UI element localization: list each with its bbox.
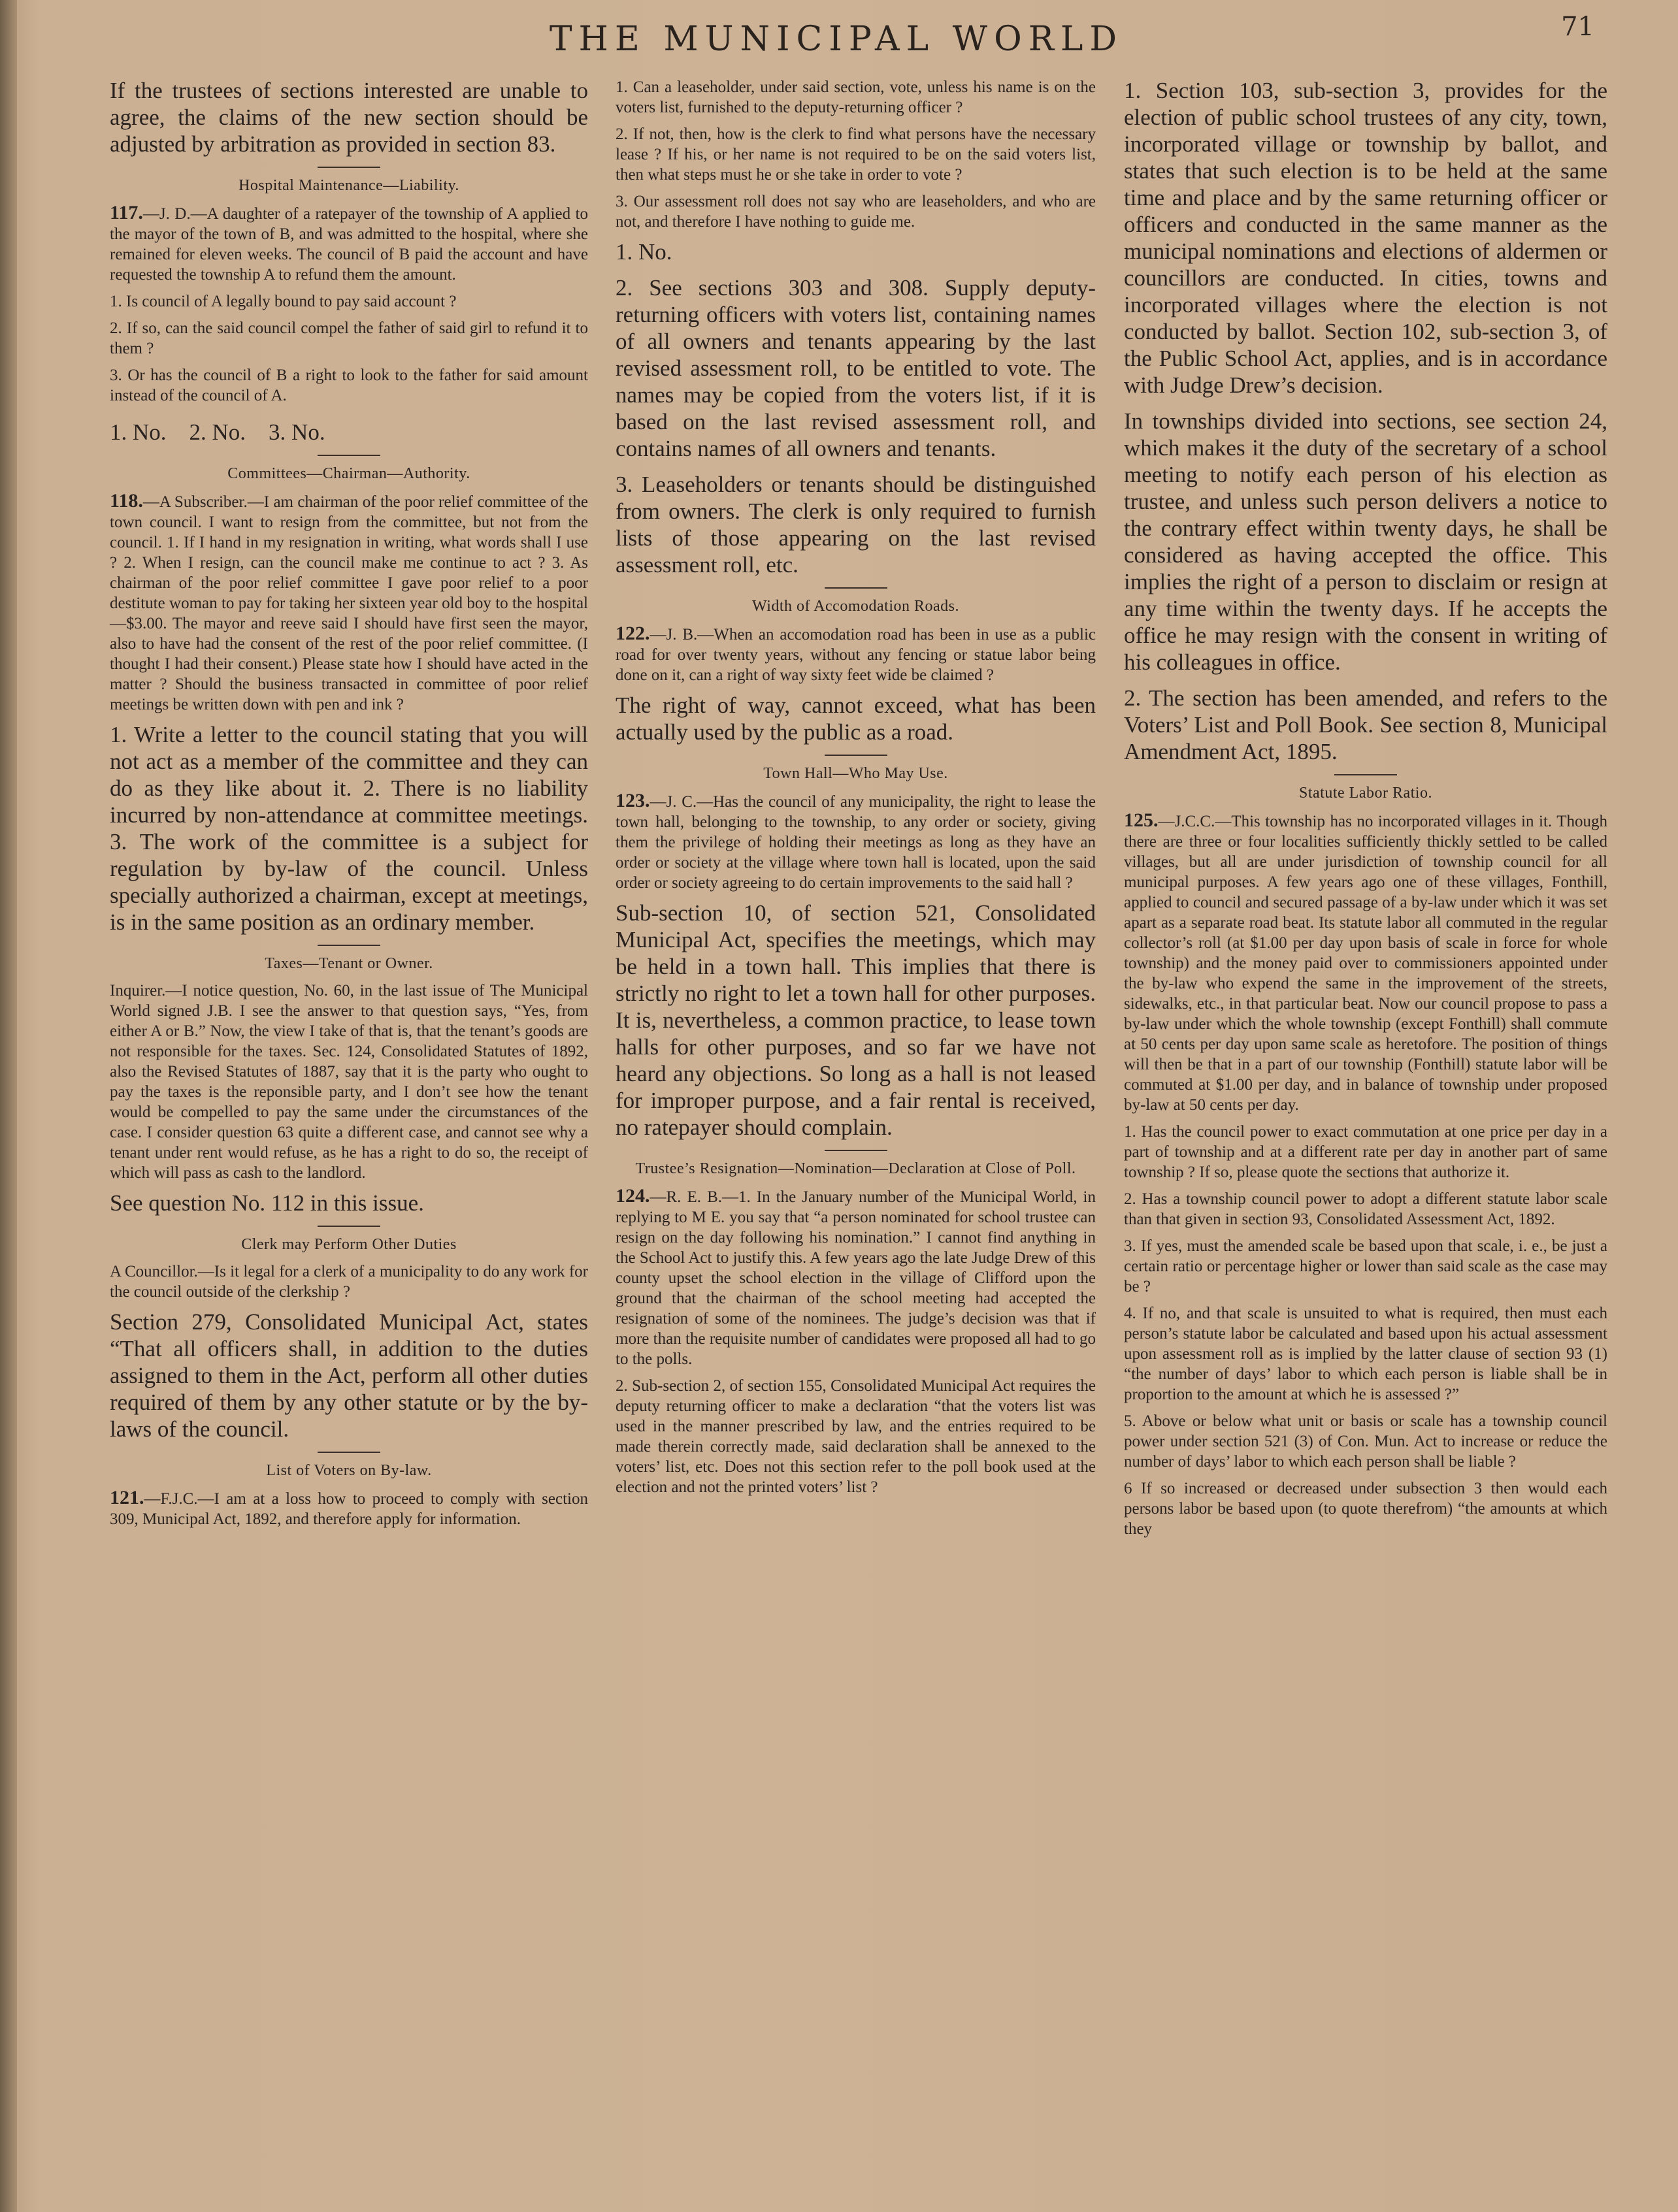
question-118-text: —A Subscriber.—I am chairman of the poor relief committee of the town council. I want to resign from the committee, but not from the council. 1. If I hand in my resignation in writing, what words shall I use ? 2. When I resign, can the council make me continue to act ? 3. As chairman of the poor relief committee I gave poor relief to a poor destitute woman to pay for taking her sixteen year old boy to the hospital—$3.00. The mayor and reeve said I should have first seen the mayor, also to have had the consent of the rest of the poor relief committee. (I thought I had their consent.) Please state how I should have acted in the matter ? Should the business transacted in committee of poor relief meetings be written down with pen and ink ? [110,493,588,713]
question-122-text: —J. B.—When an accomodation road has been in use as a public road for over twenty years, without any fencing or statue labor being done on it, can a right of way sixty feet wide be claimed ? [616,626,1096,684]
question-118 [110,491,588,715]
number-125: 125. [1124,809,1159,831]
heading-taxes: Taxes—Tenant or Owner. [265,955,433,972]
question-125-2: 2. Has a township council power to adopt a different statute labor scale than that given in section 93, Consolidated Assessment Act, 1892. [1124,1190,1607,1228]
question-121-2: 2. If not, then, how is the clerk to find what persons have the necessary lease ? If his, or her name is not required to be on the said voters list, then what steps must he or she take in order to vote ? [616,125,1096,184]
question-124-1 [616,1186,1096,1369]
divider [318,167,380,168]
number-122: 122. [616,623,650,644]
answer-124-1: 1. Section 103, sub-section 3, provides for the election of public school trustees of any city, town, incorporated village or township by ballot, and states that such election is to be held at the same time and place and by the same returning officer or officers and conducted in the same manner as the municipal nominations and elections of aldermen or councillors are conducted. In cities, towns and incorporated villages where the election is not conducted by ballot. Section 102, sub-section 3, of the Public School Act, applies, and is in accordance with Judge Drew’s decision. [1124,78,1607,398]
answer-122: The right of way, cannot exceed, what has been actually used by the public as a road. [616,692,1096,745]
question-117 [110,203,588,285]
answer-121-3: 3. Leaseholders or tenants should be distinguished from owners. The clerk is only required to furnish lists of those appearing on the last revised assessment roll, etc. [616,472,1096,577]
question-121 [110,1488,588,1529]
heading-117: Hospital Maintenance—Liability. [239,177,459,194]
question-121-text: —F.J.C.—I am at a loss how to proceed to comply with section 309, Municipal Act, 1892, and therefore apply for information. [110,1490,588,1528]
question-123 [616,790,1096,893]
question-125-5: 5. Above or below what unit or basis or scale has a township council power under section 521 (3) of Con. Mun. Act to increase or reduce the number of days’ labor to which each person shall be liable ? [1124,1412,1607,1471]
answer-clerk: Section 279, Consolidated Municipal Act, states “That all officers shall, in addition to the duties assigned to them in the Act, perform all other duties required of them by any other statute or by the by-laws of the council. [110,1309,588,1442]
answer-taxes: See question No. 112 in this issue. [110,1190,424,1216]
question-117-1: 1. Is council of A legally bound to pay said account ? [110,293,457,310]
question-122 [616,623,1096,685]
question-125-4: 4. If no, and that scale is unsuited to what is required, then must each person’s statute labor be calculated and based upon his actual assessment upon assessment roll as is implied by the latter clause of section 93 (1) “the number of days’ labor to which each person is liable shall be in proportion to the amount at which he is assessed ?” [1124,1305,1607,1403]
heading-125: Statute Labor Ratio. [1299,785,1432,802]
divider [825,1150,887,1151]
divider [318,1452,380,1453]
heading-121: List of Voters on By-law. [266,1462,432,1479]
question-123-text: —J. C.—Has the council of any municipality, the right to lease the town hall, belonging to the township, to any order or society, giving them the privilege of holding their meetings as long as they have an order or society at the village where town hall is located, upon the said order or society agreeing to do certain improvements to the said hall ? [616,793,1096,892]
question-125-3: 3. If yes, must the amended scale be based upon that scale, i. e., be just a certain ratio or percentage higher or lower than said scale as the case may be ? [1124,1237,1607,1295]
question-125 [1124,810,1607,1115]
number-124: 124. [616,1185,650,1207]
heading-118: Committees—Chairman—Authority. [227,465,470,482]
answer-124-1b: In townships divided into sections, see section 24, which makes it the duty of the secretary of a school meeting to notify each person of his election as trustee, and unless such person delivers a notice to the contrary effect within twenty days, he shall be considered as having accepted the office. This implies the right of a person to disclaim or resign at any time within the twenty days. If he accepts the office he may resign with the consent in writing of his colleagues in office. [1124,408,1607,675]
column-right [1124,77,1607,1546]
answer-124-2: 2. The section has been amended, and refers to the Voters’ List and Poll Book. See section 8, Municipal Amendment Act, 1895. [1124,685,1607,764]
question-121-3: 3. Our assessment roll does not say who are leaseholders, and who are not, and therefore I have nothing to guide me. [616,193,1096,231]
question-124-1-text: —R. E. B.—1. In the January number of the Municipal World, in replying to M E. you say that “a person nominated for school trustee can resign on the day following his nomination.” I cannot find anything in the School Act to justify this. A few years ago the late Judge Drew of this county upset the school election in the village of Clifford upon the ground that the chairman of the school meeting had accepted the resignation of some of the nominees. The judge’s decision was that if more than the requisite number of candidates were proposed all had to go to the polls. [616,1188,1096,1368]
heading-123: Town Hall—Who May Use. [763,765,948,782]
divider [318,945,380,946]
answer-121-2: 2. See sections 303 and 308. Supply deputy-returning officers with voters list, containing names of all owners and tenants appearing by the last revised assessment roll, to be entitled to vote. The names may be copied from the voters list, if it is based on the last revised assessment roll, and contains names of all owners and tenants. [616,275,1096,461]
heading-122: Width of Accomodation Roads. [752,598,959,615]
binding-shadow [0,0,17,2212]
question-125-6: 6 If so increased or decreased under subsection 3 then would each persons labor be based upon (to quote therefrom) “the amounts at which they [1124,1480,1607,1538]
divider [825,587,887,589]
number-123: 123. [616,790,650,811]
question-125-1: 1. Has the council power to exact commutation at one price per day in a part of township and at a different rate per day in another part of same township ? If so, please quote the sections that authorize it. [1124,1123,1607,1181]
page-header [0,12,1678,71]
intro-paragraph: If the trustees of sections interested are unable to agree, the claims of the new section should be adjusted by arbitration as provided in section 83. [110,78,588,157]
answer-123: Sub-section 10, of section 521, Consolidated Municipal Act, specifies the meetings, which may be held in a town hall. This implies that there is strictly no right to let a town hall for other purposes. It is, nevertheless, a common practice, to lease town halls for other purposes, and so far we have not heard any objections. So long as a hall is not leased for improper purpose, and a fair rental is received, no ratepayer should complain. [616,900,1096,1140]
divider [825,755,887,756]
question-117-3: 3. Or has the council of B a right to look to the father for said amount instead of the council of A. [110,366,588,404]
number-121: 121. [110,1487,144,1508]
question-117-text: —J. D.—A daughter of a ratepayer of the township of A applied to the mayor of the town of B, and was admitted to the hospital, where she remained for eleven weeks. The council of B paid the account and have requested the township A to refund them the amount. [110,205,588,284]
page-number: 71 [1561,12,1594,42]
divider [318,455,380,456]
answer-118: 1. Write a letter to the council stating that you will not act as a member of the committee and they can do as they like about it. 2. There is no liability incurred by non-attendance at committee meetings. 3. The work of the committee is a subject for regulation by by-law of the council. Unless specially authorized a chairman, except at meetings, is in the same position as an ordinary member. [110,722,588,935]
masthead-title: THE MUNICIPAL WORLD [549,20,1124,59]
question-117-2: 2. If so, can the said council compel the father of said girl to refund it to them ? [110,319,588,357]
question-taxes: Inquirer.—I notice question, No. 60, in the last issue of The Municipal World signed J.B. I see the answer to that question says, “Yes, from either A or B.” Now, the view I take of that is, that the tenant’s goods are not responsible for the taxes. Sec. 124, Consolidated Statutes of 1892, also the Revised Statutes of 1887, say that it is the party who ought to pay the taxes is the reponsible party, and I don’t see how the tenant would be compelled to pay the same under the circumstances of the case. I consider question 63 quite a different case, and cannot see why a tenant under rent would refuse, as he has a right to do so, the receipt of which will pass as cash to the landlord. [110,982,588,1182]
number-117: 117. [110,202,143,223]
question-121-1: 1. Can a leaseholder, under said section, vote, unless his name is on the voters list, furnished to the deputy-returning officer ? [616,78,1096,116]
question-clerk: A Councillor.—Is it legal for a clerk of a municipality to do any work for the council outside of the clerkship ? [110,1263,588,1301]
heading-124: Trustee’s Resignation—Nomination—Declaration at Close of Poll. [635,1160,1076,1177]
answer-117: 1. No. 2. No. 3. No. [110,419,325,445]
number-118: 118. [110,490,143,512]
question-124-2: 2. Sub-section 2, of section 155, Consolidated Municipal Act requires the deputy returning officer to make a declaration “that the voters list was used in the manner prescribed by law, and the entries required to be made therein correctly made, said declaration shall be annexed to the voters’ list, etc. Does not this section refer to the poll book used at the election and not the printed voters’ list ? [616,1377,1096,1496]
heading-clerk: Clerk may Perform Other Duties [241,1236,457,1253]
answer-121-1: 1. No. [616,239,672,265]
column-left [110,77,588,1536]
divider [318,1226,380,1227]
column-middle [616,77,1096,1504]
divider [1334,774,1397,775]
question-125-text: —J.C.C.—This township has no incorporated villages in it. Though there are three or four localities sufficiently thickly settled to be called villages, but all are under jurisdiction of township council for all municipal purposes. A few years ago one of these villages, Fonthill, applied to council and secured passage of a by-law under which it was set apart as a separate road beat. Its statute labor all commuted in the regular collector’s roll (at $1.00 per day upon basis of scale in force for whole township) and the money paid over to commissioners appointed under the by-law who expend the same in the improvement of the streets, sidewalks, etc., in that particular beat. Now our council propose to pass a by-law under which the whole township (except Fonthill) shall commute at 50 cents per day upon same scale as heretofore. The position of things will then be that in a part of our township (Fonthill) statute labor will be commuted at $1.00 per day, and in balance of township under proposed by-law at 50 cents per day. [1124,813,1607,1114]
